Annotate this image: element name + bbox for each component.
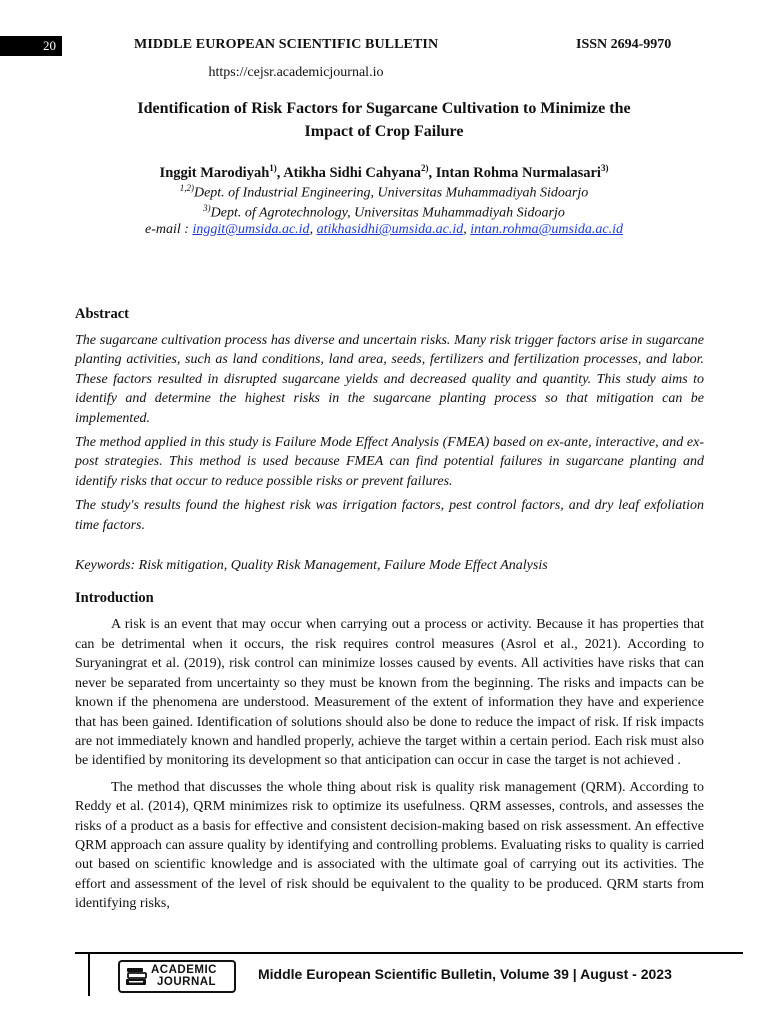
introduction-section — [75, 589, 704, 913]
abstract-paragraph-3: The study's results found the highest risk was irrigation factors, pest control factors, and dry leaf exfoliation time factors. — [75, 498, 704, 533]
logo-text-line1: ACADEMIC — [151, 964, 217, 976]
footer-divider — [75, 952, 743, 954]
affiliation-1-text: Dept. of Industrial Engineering, Universitas Muhammadiyah Sidoarjo — [193, 185, 589, 201]
footer-citation: Middle European Scientific Bulletin, Volume 39 | August - 2023 — [258, 966, 672, 982]
journal-title: MIDDLE EUROPEAN SCIENTIFIC BULLETIN — [134, 37, 439, 52]
email-line — [70, 222, 698, 238]
affiliation-1 — [70, 183, 698, 202]
journal-url[interactable]: https://cejsr.academicjournal.io — [208, 65, 384, 80]
affiliation-1-mark: 1,2) — [179, 183, 194, 193]
email-separator: , — [309, 222, 317, 237]
paper-title-line2: Impact of Crop Failure — [304, 123, 464, 140]
affiliation-2 — [70, 203, 698, 222]
author-1-mark: 1) — [269, 163, 277, 173]
affiliation-2-mark: 3) — [203, 203, 211, 213]
author-2-mark: 2) — [421, 163, 429, 173]
page-number: 20 — [0, 36, 62, 56]
email-link-3[interactable]: intan.rohma@umsida.ac.id — [470, 222, 623, 237]
email-separator: , — [463, 222, 471, 237]
author-list — [70, 163, 698, 182]
abstract-heading: Abstract — [75, 306, 129, 322]
footer-vertical-divider — [88, 954, 90, 996]
paper-title — [80, 97, 688, 143]
affiliation-2-text: Dept. of Agrotechnology, Universitas Muhammadiyah Sidoarjo — [210, 205, 565, 221]
author-2: , Atikha Sidhi Cahyana — [276, 164, 422, 181]
article-body — [75, 305, 704, 921]
abstract-paragraph-2: The method applied in this study is Failure Mode Effect Analysis (FMEA) based on ex-ante, interactive, and ex-post strategies. This method is used because FMEA can find potential failures in sugarcane planting and identify risks that occur to reduce possible risks or prevent failures. — [75, 435, 704, 489]
introduction-heading: Introduction — [75, 590, 154, 607]
email-link-2[interactable]: atikhasidhi@umsida.ac.id — [316, 222, 464, 237]
author-3-mark: 3) — [600, 163, 609, 173]
author-1: Inggit Marodiyah — [159, 164, 270, 181]
paper-title-line1: Identification of Risk Factors for Sugarcane Cultivation to Minimize the — [137, 100, 631, 117]
keywords: Keywords: Risk mitigation, Quality Risk Management, Failure Mode Effect Analysis — [75, 558, 548, 574]
author-3: , Intan Rohma Nurmalasari — [428, 164, 601, 181]
abstract-paragraph-1: The sugarcane cultivation process has diverse and uncertain risks. Many risk trigger factors arise in sugarcane planting activities, such as land conditions, land area, seeds, fertilizers and fertilization processes, and labor. These factors resulted in disrupted sugarcane yields and decreased quality and quantity. This study aims to identify and determine the highest risks in the sugarcane planting process so that mitigation can be implemented. — [75, 333, 704, 426]
email-link-1[interactable]: inggit@umsida.ac.id — [192, 222, 310, 237]
email-label: e-mail : — [145, 222, 193, 237]
introduction-paragraph-2: The method that discusses the whole thing about risk is quality risk management (QRM). According to Reddy et al. (2014), QRM minimizes risk to optimize its usefulness. QRM assesses, controls, and assesses the risks of a product as a basis for effective and consistent decision-making based on risk assessment. An effective QRM approach can assure quality by identifying and controlling problems. Evaluating risks to quality is carried out based on scientific knowledge and is associated with the ultimate goal of carrying out its activities. The effort and assessment of the level of risk should be equivalent to the quality to be produced. QRM starts from identifying risks, — [75, 779, 704, 912]
introduction-paragraph-1: A risk is an event that may occur when carrying out a process or activity. Because it has properties that can be detrimental when it occurs, the risk requires control measures (Asrol et al., 2021). According to Suryaningrat et al. (2019), risk control can minimize losses caused by events. All activities have risks that can never be separated from uncertainty so they must be known from the beginning. The risks and impacts can be known if the phenomena are understood. Measurement of the extent of information they have and experience that has been gained. Identification of solutions should also be done to reduce the impact of risk. If risk impacts are not immediately known and handled properly, achieve the target within a certain period. Each risk must also be identified by monitoring its development so that anticipation can occur in case the target is not achieved . — [75, 617, 704, 769]
abstract-section — [75, 305, 704, 535]
issn: ISSN 2694-9970 — [576, 37, 672, 52]
academic-journal-logo — [118, 960, 236, 993]
books-icon — [125, 967, 149, 987]
logo-text-line2: JOURNAL — [157, 976, 217, 988]
